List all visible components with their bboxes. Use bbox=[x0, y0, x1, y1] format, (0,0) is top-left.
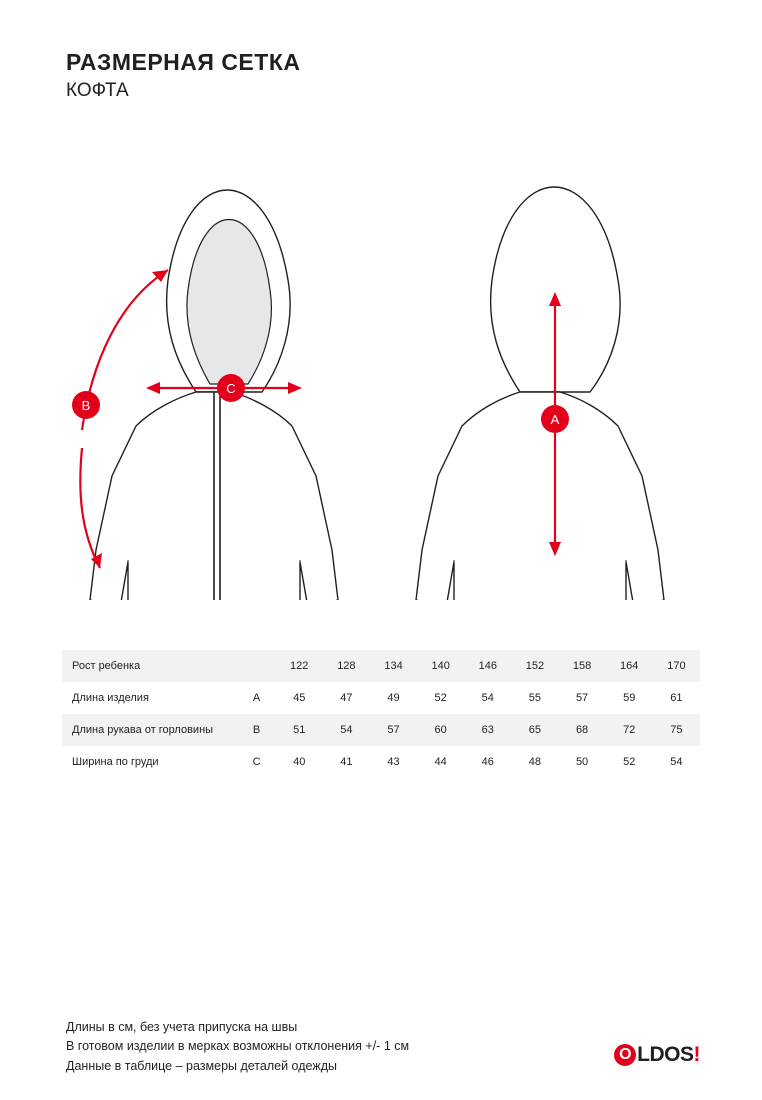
footer-notes bbox=[66, 1018, 409, 1076]
footer-line-3: Данные в таблице – размеры деталей одежды bbox=[66, 1058, 337, 1073]
row-value: 54 bbox=[481, 692, 494, 704]
table-header-size: 122 bbox=[290, 660, 309, 672]
table-header-size: 128 bbox=[337, 660, 356, 672]
table-header-size: 152 bbox=[525, 660, 545, 672]
row-value: 50 bbox=[575, 756, 589, 768]
row-value: 45 bbox=[293, 692, 306, 704]
row-value: 59 bbox=[623, 692, 636, 704]
table-header-size: 134 bbox=[384, 660, 403, 672]
table-row bbox=[62, 682, 700, 714]
diagram-svg bbox=[0, 130, 762, 600]
table-header-size: 140 bbox=[431, 660, 450, 672]
label-a-text: A bbox=[550, 412, 560, 427]
row-value: 51 bbox=[293, 724, 306, 736]
label-c-text: C bbox=[226, 381, 236, 396]
row-value: 49 bbox=[387, 692, 400, 704]
logo-o-mark: O bbox=[614, 1044, 636, 1066]
row-value: 48 bbox=[528, 756, 542, 768]
row-value: 65 bbox=[528, 724, 542, 736]
front-view-figure bbox=[90, 190, 338, 600]
table-header-size: 170 bbox=[667, 660, 686, 672]
row-value: 55 bbox=[528, 692, 542, 704]
row-value: 40 bbox=[293, 756, 306, 768]
row-label: Ширина по груди bbox=[72, 756, 159, 768]
table-row bbox=[62, 746, 700, 778]
row-value: 41 bbox=[340, 756, 353, 768]
logo-text bbox=[614, 1043, 700, 1067]
table-row bbox=[62, 714, 700, 746]
row-value: 60 bbox=[434, 724, 447, 736]
logo-exclamation: ! bbox=[693, 1043, 700, 1066]
page-title-block bbox=[66, 50, 300, 102]
page-title: РАЗМЕРНАЯ СЕТКА bbox=[66, 49, 301, 75]
row-value: 72 bbox=[623, 724, 636, 736]
size-table-wrapper bbox=[62, 650, 700, 778]
logo-wordmark: LDOS bbox=[637, 1043, 694, 1066]
row-value: 52 bbox=[623, 756, 636, 768]
row-label: Длина рукава от горловины bbox=[72, 724, 214, 736]
row-value: 43 bbox=[387, 756, 400, 768]
row-value: 46 bbox=[481, 756, 494, 768]
footer-line-2: В готовом изделии в мерках возможны отклонения +/- 1 см bbox=[66, 1039, 410, 1054]
row-value: 61 bbox=[670, 692, 683, 704]
table-header-size: 158 bbox=[572, 660, 592, 672]
row-value: 44 bbox=[434, 756, 447, 768]
row-label: Длина изделия bbox=[72, 692, 149, 704]
row-code: B bbox=[252, 724, 261, 736]
table-header-size: 164 bbox=[620, 660, 639, 672]
back-view-figure bbox=[416, 187, 664, 600]
row-code: C bbox=[252, 756, 261, 768]
row-value: 57 bbox=[575, 692, 589, 704]
table-header-code bbox=[238, 650, 276, 682]
footer-line-1: Длины в см, без учета припуска на швы bbox=[66, 1020, 298, 1034]
brand-logo bbox=[614, 1043, 700, 1067]
row-value: 75 bbox=[670, 724, 683, 736]
row-value: 57 bbox=[387, 724, 400, 736]
label-b-text: B bbox=[81, 398, 91, 413]
row-value: 47 bbox=[340, 692, 353, 704]
page-subtitle: КОФТА bbox=[66, 80, 129, 102]
row-value: 54 bbox=[340, 724, 353, 736]
table-header-row bbox=[62, 650, 700, 682]
table-header-size: 146 bbox=[478, 660, 497, 672]
size-table bbox=[62, 650, 700, 778]
row-value: 68 bbox=[575, 724, 589, 736]
table-header-label: Рост ребенка bbox=[72, 660, 141, 672]
row-value: 63 bbox=[481, 724, 494, 736]
row-value: 52 bbox=[434, 692, 447, 704]
row-value: 54 bbox=[670, 756, 683, 768]
garment-diagrams bbox=[0, 130, 762, 600]
row-code: A bbox=[252, 692, 261, 704]
